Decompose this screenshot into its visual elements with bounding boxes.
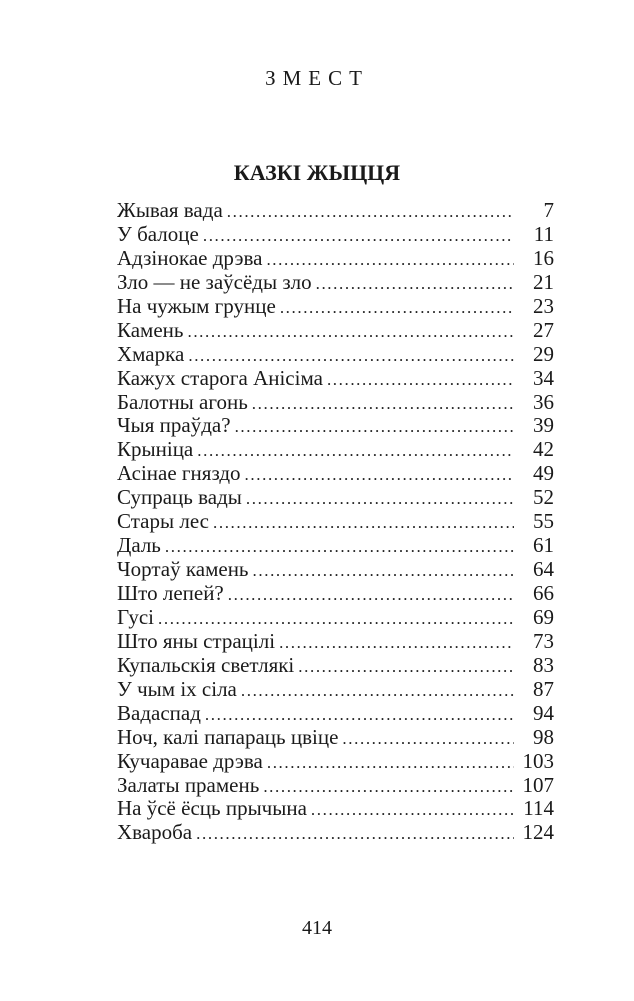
toc-entry-page: 66: [533, 581, 554, 605]
toc-entry-title: У чым іх сіла: [117, 676, 237, 701]
toc-entry: [117, 438, 554, 462]
toc-entry-title: Асінае гняздо: [117, 461, 241, 486]
toc-entry: [117, 750, 554, 774]
toc-entry-title: Вадаспад: [117, 700, 201, 725]
toc-entry: [117, 295, 554, 319]
toc-dot-leader: [158, 607, 514, 631]
toc-entry-page: 103: [522, 748, 554, 773]
toc-entry-title: Зло — не заўсёды зло: [117, 269, 312, 294]
toc-entry-title: Чортаў камень: [117, 557, 249, 582]
toc-entry: [117, 391, 554, 415]
toc-dot-leader: [280, 296, 514, 320]
toc-entry: [117, 821, 554, 845]
toc-entry: [117, 726, 554, 750]
toc-entry-title: Адзінокае дрэва: [117, 245, 263, 270]
toc-entry-page: 34: [533, 365, 554, 390]
toc-dot-leader: [203, 224, 514, 248]
toc-entry-title: Хмарка: [117, 341, 185, 366]
toc-dot-leader: [235, 415, 514, 439]
toc-entry-page: 7: [543, 198, 554, 222]
toc-entry: [117, 510, 554, 534]
toc-entry: [117, 606, 554, 630]
toc-entry-title: Камень: [117, 317, 184, 342]
toc-entry-page: 107: [522, 772, 554, 797]
toc-dot-leader: [266, 248, 514, 272]
toc-entry: [117, 199, 554, 223]
toc-entry: [117, 582, 554, 606]
toc-dot-leader: [213, 511, 514, 535]
contents-heading: ЗМЕСТ: [265, 66, 369, 90]
toc-entry: [117, 702, 554, 726]
toc-entry-page: 42: [533, 437, 554, 462]
toc-entry-title: Супраць вады: [117, 485, 242, 510]
toc-entry: [117, 797, 554, 821]
toc-entry-page: 11: [533, 221, 554, 246]
toc-dot-leader: [246, 487, 514, 511]
toc-entry-page: 94: [533, 700, 554, 725]
toc-entry: [117, 462, 554, 486]
toc-entry-title: Балотны агонь: [117, 389, 248, 414]
toc-entry: [117, 414, 554, 438]
toc-dot-leader: [187, 320, 514, 344]
toc-entry-page: 61: [533, 533, 554, 558]
toc-entry-title: Купальскія светлякі: [117, 652, 295, 677]
toc-dot-leader: [241, 679, 514, 703]
toc-entry-page: 39: [533, 413, 554, 438]
toc-entry-title: На ўсё ёсць прычына: [117, 796, 307, 821]
toc-dot-leader: [228, 583, 514, 607]
toc-entry-title: Гусі: [117, 604, 154, 629]
toc-entry: [117, 486, 554, 510]
toc-entry-page: 21: [533, 269, 554, 294]
section-title: КАЗКІ ЖЫЦЦЯ: [233, 160, 401, 185]
toc-dot-leader: [196, 822, 514, 846]
toc-entry-page: 114: [523, 796, 554, 821]
toc-entry: [117, 271, 554, 295]
toc-entry-page: 16: [533, 245, 554, 270]
table-of-contents: [117, 199, 554, 845]
toc-dot-leader: [316, 272, 514, 296]
toc-entry: [117, 319, 554, 343]
toc-entry-title: На чужым грунце: [117, 293, 276, 318]
toc-dot-leader: [342, 727, 514, 751]
toc-entry: [117, 678, 554, 702]
toc-entry-page: 55: [533, 509, 554, 534]
toc-entry-page: 64: [533, 557, 554, 582]
toc-entry-page: 87: [533, 676, 554, 701]
toc-entry: [117, 247, 554, 271]
toc-entry-title: Што яны страцілі: [117, 628, 276, 653]
toc-dot-leader: [205, 703, 514, 727]
toc-entry: [117, 630, 554, 654]
toc-entry-title: Стары лес: [117, 509, 209, 534]
toc-entry-page: 29: [533, 341, 554, 366]
toc-entry: [117, 223, 554, 247]
toc-entry-page: 52: [533, 485, 554, 510]
toc-entry-title: Хвароба: [117, 820, 193, 845]
toc-entry-title: Кучаравае дрэва: [117, 748, 263, 773]
toc-entry-title: Крыніца: [117, 437, 194, 462]
toc-dot-leader: [245, 463, 514, 487]
toc-entry-title: Жывая вада: [117, 198, 223, 222]
toc-entry: [117, 367, 554, 391]
toc-dot-leader: [227, 200, 514, 224]
toc-entry-title: Ноч, калі папараць цвіце: [117, 724, 339, 749]
toc-dot-leader: [279, 631, 514, 655]
toc-dot-leader: [298, 655, 514, 679]
toc-entry-page: 83: [533, 652, 554, 677]
toc-dot-leader: [197, 439, 514, 463]
toc-dot-leader: [327, 368, 514, 392]
toc-dot-leader: [188, 344, 514, 368]
toc-entry-page: 69: [533, 604, 554, 629]
toc-dot-leader: [311, 798, 514, 822]
toc-entry: [117, 343, 554, 367]
toc-entry-page: 36: [533, 389, 554, 414]
toc-entry-page: 27: [533, 317, 554, 342]
toc-entry: [117, 654, 554, 678]
toc-entry-title: Чыя праўда?: [117, 413, 231, 438]
toc-entry-title: Даль: [117, 533, 161, 558]
toc-dot-leader: [263, 775, 514, 799]
toc-dot-leader: [267, 751, 514, 775]
toc-entry-page: 124: [522, 820, 554, 845]
toc-dot-leader: [252, 392, 514, 416]
toc-entry-page: 98: [533, 724, 554, 749]
toc-entry-title: Кажух старога Анісіма: [117, 365, 323, 390]
toc-entry-page: 73: [533, 628, 554, 653]
toc-entry-page: 49: [533, 461, 554, 486]
toc-entry: [117, 534, 554, 558]
toc-entry: [117, 558, 554, 582]
toc-entry-title: У балоце: [117, 221, 199, 246]
toc-entry-page: 23: [533, 293, 554, 318]
toc-dot-leader: [253, 559, 514, 583]
toc-entry-title: Залаты прамень: [117, 772, 260, 797]
toc-dot-leader: [165, 535, 514, 559]
toc-entry-title: Што лепей?: [117, 581, 224, 605]
toc-entry: [117, 774, 554, 798]
page-number: 414: [302, 917, 332, 939]
